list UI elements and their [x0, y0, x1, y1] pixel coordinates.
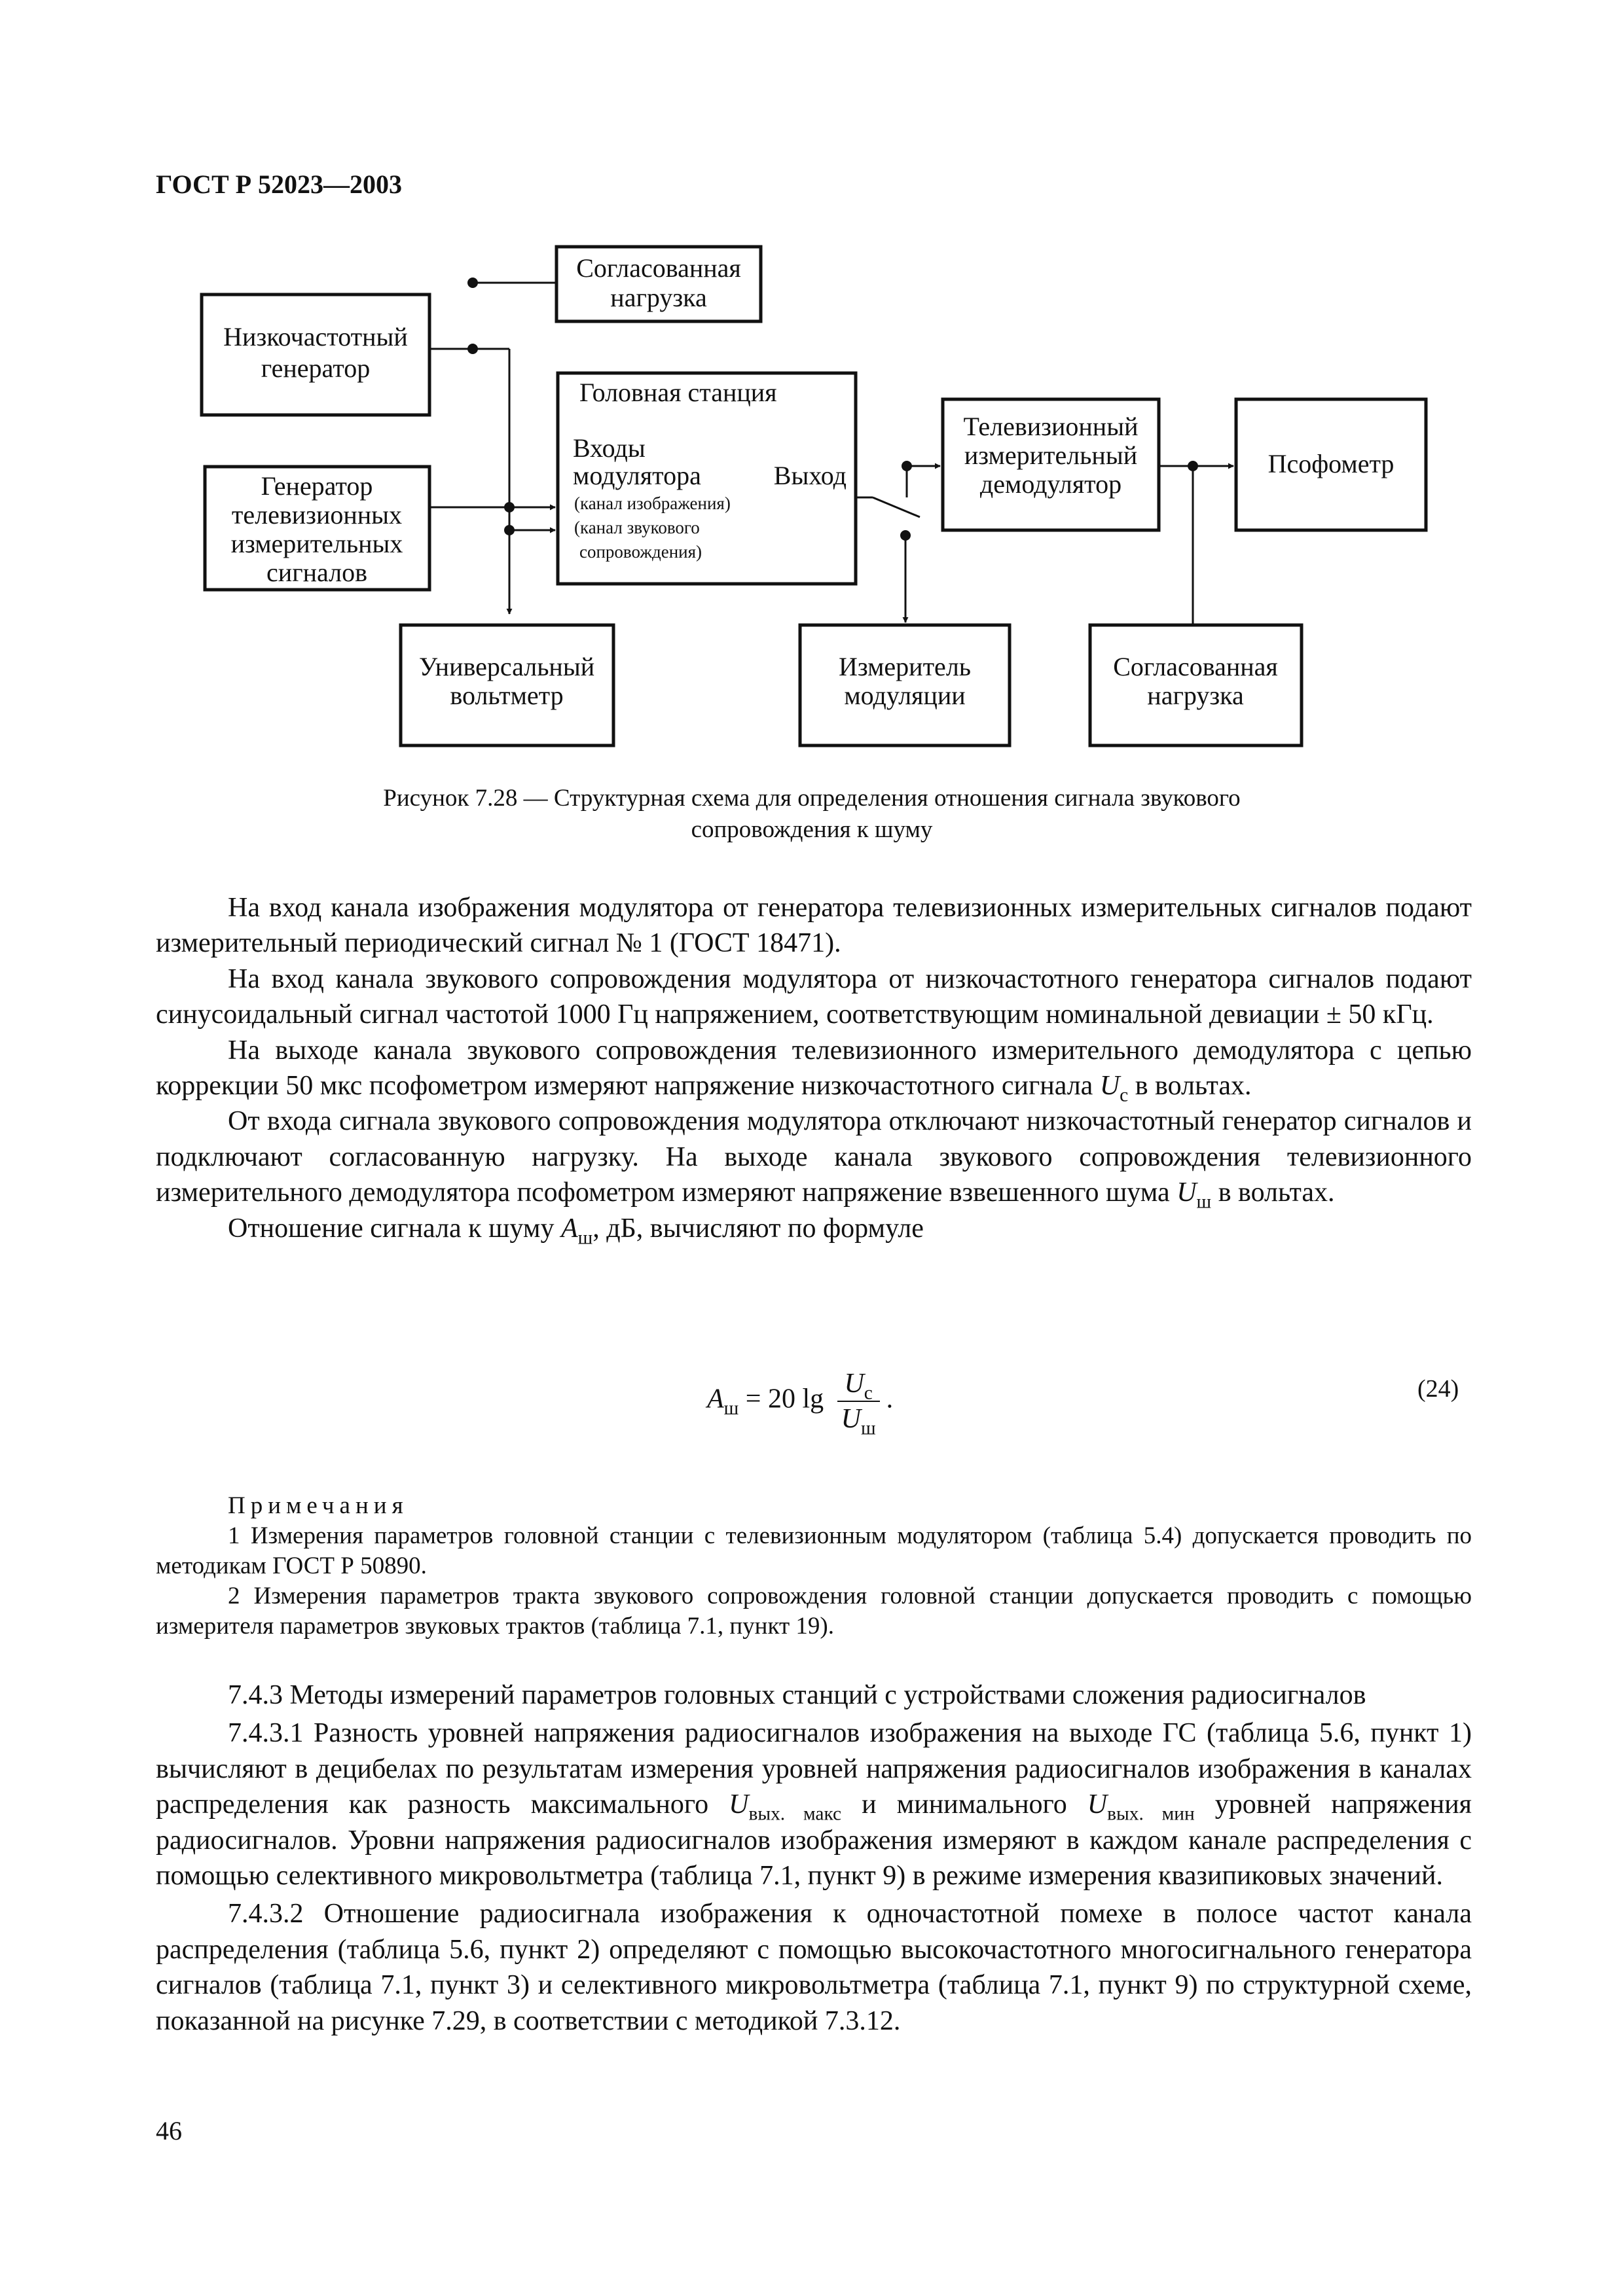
contact-dot	[504, 525, 515, 535]
tv-generator-label: сигналов	[266, 558, 367, 587]
text-run: уровней напряжения радиосигналов. Уровни напряжения радиосигналов изображения измеряют в каждом канале распределения с помощью селективного микровольтметра (таблица 7.1, пункт 9) в режиме измерения квазипиковых значений.	[156, 1789, 1472, 1892]
formula-middle: = 20 lg	[739, 1384, 824, 1414]
symbol-u: U	[729, 1789, 749, 1820]
formula-symbol-a: A	[707, 1384, 724, 1414]
tv-demodulator-label: демодулятор	[979, 469, 1122, 499]
head-station-inputs-label: модулятора	[573, 461, 701, 490]
modulation-meter-label: модуляции	[844, 681, 966, 710]
head-station-channel-label: (канал изображения)	[574, 493, 731, 513]
contact-dot	[467, 344, 478, 354]
text-run: в вольтах.	[1128, 1071, 1252, 1102]
contact-dot	[504, 502, 515, 512]
lf-generator-label: Низкочастотный	[223, 322, 408, 351]
caption-line: сопровождения к шуму	[691, 816, 933, 843]
head-station-channel-label: сопровождения)	[579, 542, 702, 562]
matched-load-bottom-label: нагрузка	[1147, 681, 1244, 710]
paragraph	[156, 1103, 1472, 1213]
subscript: ш	[577, 1227, 593, 1248]
contact-dot	[1188, 461, 1198, 471]
matched-load-bottom-label: Согласованная	[1113, 652, 1278, 681]
symbol-u: U	[1087, 1789, 1108, 1820]
note-item: 1 Измерения параметров головной станции с телевизионным модулятором (таблица 5.4) допускается проводить по методикам ГОСТ Р 50890.	[156, 1522, 1472, 1579]
symbol-a: A	[560, 1213, 578, 1244]
body-text	[156, 890, 1472, 1246]
text-run: в вольтах.	[1211, 1177, 1335, 1208]
contact-dot	[900, 530, 911, 541]
document-header: ГОСТ Р 52023—2003	[156, 170, 403, 199]
tv-demodulator-label: Телевизионный	[963, 412, 1139, 441]
modulation-meter-label: Измеритель	[838, 652, 972, 681]
block-diagram	[0, 0, 1623, 772]
matched-load-top-label: нагрузка	[610, 283, 707, 312]
tv-generator-label: телевизионных	[231, 500, 403, 529]
symbol-u: U	[1099, 1071, 1120, 1102]
text-run: и минимального	[841, 1789, 1087, 1820]
text-run: 7.4.3.1 Разность уровней напряжения радиосигналов изображения на выходе ГС (таблица 5.6, пункт 1) вычисляют в децибелах по результатам измерения уровней напряжения радиосигналов изображения в каналах распределения как разность максимального	[156, 1718, 1472, 1820]
symbol-u: U	[1176, 1177, 1197, 1208]
symbol-u: U	[844, 1369, 864, 1399]
head-station-channel-label: (канал звукового	[574, 518, 700, 537]
paragraph: На вход канала изображения модулятора от генератора телевизионных измерительных сигналов подают измерительный периодический сигнал № 1 (ГОСТ 18471).	[156, 893, 1472, 959]
section-7-4-3	[156, 1677, 1472, 2041]
text-run: Отношение сигнала к шуму	[228, 1213, 561, 1244]
subscript: ш	[723, 1397, 739, 1419]
matched-load-top-label: Согласованная	[576, 253, 741, 283]
equation-number: (24)	[1417, 1375, 1459, 1403]
subscript: ш	[861, 1418, 876, 1439]
text-run: На выходе канала звукового сопровождения телевизионного измерительного демодулятора с цепью коррекции 50 мкс псофометром измеряют напряжение низкочастотного сигнала	[156, 1035, 1472, 1102]
symbol-u: U	[841, 1404, 861, 1434]
subscript: вых. мин	[1107, 1803, 1195, 1825]
formula-end: .	[886, 1384, 894, 1414]
fraction-numerator	[837, 1368, 880, 1402]
text-run: От входа сигнала звукового сопровождения модулятора отключают низкочастотный генератор сигналов и подключают согласованную нагрузку. На выходе канала звукового сопровождения телевизионного измерительного демодулятора псофометром измеряют напряжение взвешенного шума	[156, 1106, 1472, 1208]
subscript: с	[864, 1382, 873, 1404]
subscript: с	[1120, 1085, 1129, 1106]
paragraph: На вход канала звукового сопровождения модулятора от низкочастотного генератора сигналов подают синусоидальный сигнал частотой 1000 Гц напряжением, соответствующим номинальной девиации ± 50 кГц.	[156, 963, 1472, 1030]
voltmeter-label: вольтметр	[450, 681, 564, 710]
section-heading: 7.4.3 Методы измерений параметров головных станций с устройствами сложения радиосигналов	[228, 1680, 1366, 1710]
subscript: ш	[1196, 1191, 1212, 1213]
subscript: вых. макс	[748, 1803, 842, 1825]
head-station-inputs-label: Входы	[573, 433, 646, 463]
tv-generator-label: Генератор	[261, 471, 373, 501]
notes-block	[156, 1491, 1472, 1641]
paragraph	[156, 1715, 1472, 1893]
lf-generator-label: генератор	[261, 353, 371, 383]
text-run: , дБ, вычисляют по формуле	[593, 1213, 924, 1244]
figure-caption	[196, 783, 1427, 846]
formula-fraction	[837, 1368, 880, 1439]
switch-2-blade	[873, 497, 920, 517]
page-number: 46	[156, 2116, 182, 2145]
paragraph	[156, 1033, 1472, 1104]
tv-demodulator-label: измерительный	[964, 440, 1138, 470]
fraction-denominator	[837, 1402, 880, 1439]
voltmeter-label: Универсальный	[418, 652, 595, 681]
formula-24	[707, 1368, 1459, 1446]
paragraph: 7.4.3.2 Отношение радиосигнала изображения к одночастотной помехе в полосе частот канала распределения (таблица 5.6, пункт 2) определяют с помощью высокочастотного многосигнального генератора сигналов (таблица 7.1, пункт 3) и селективного микровольтметра (таблица 7.1, пункт 9) по структурной схеме, показанной на рисунке 7.29, в соответствии с методикой 7.3.12.	[156, 1899, 1472, 2036]
paragraph	[156, 1211, 1472, 1246]
notes-heading: Примечания	[228, 1492, 409, 1519]
tv-generator-label: измерительных	[230, 529, 403, 558]
head-station-output-label: Выход	[773, 461, 847, 490]
contact-dot	[467, 278, 478, 288]
caption-line: Рисунок 7.28 — Структурная схема для определения отношения сигнала звукового	[383, 785, 1241, 812]
psophometer-label: Псофометр	[1267, 449, 1395, 478]
note-item: 2 Измерения параметров тракта звукового сопровождения головной станции допускается проводить с помощью измерителя параметров звуковых трактов (таблица 7.1, пункт 19).	[156, 1583, 1472, 1640]
contact-dot	[902, 461, 912, 471]
head-station-title: Головная станция	[579, 378, 777, 407]
